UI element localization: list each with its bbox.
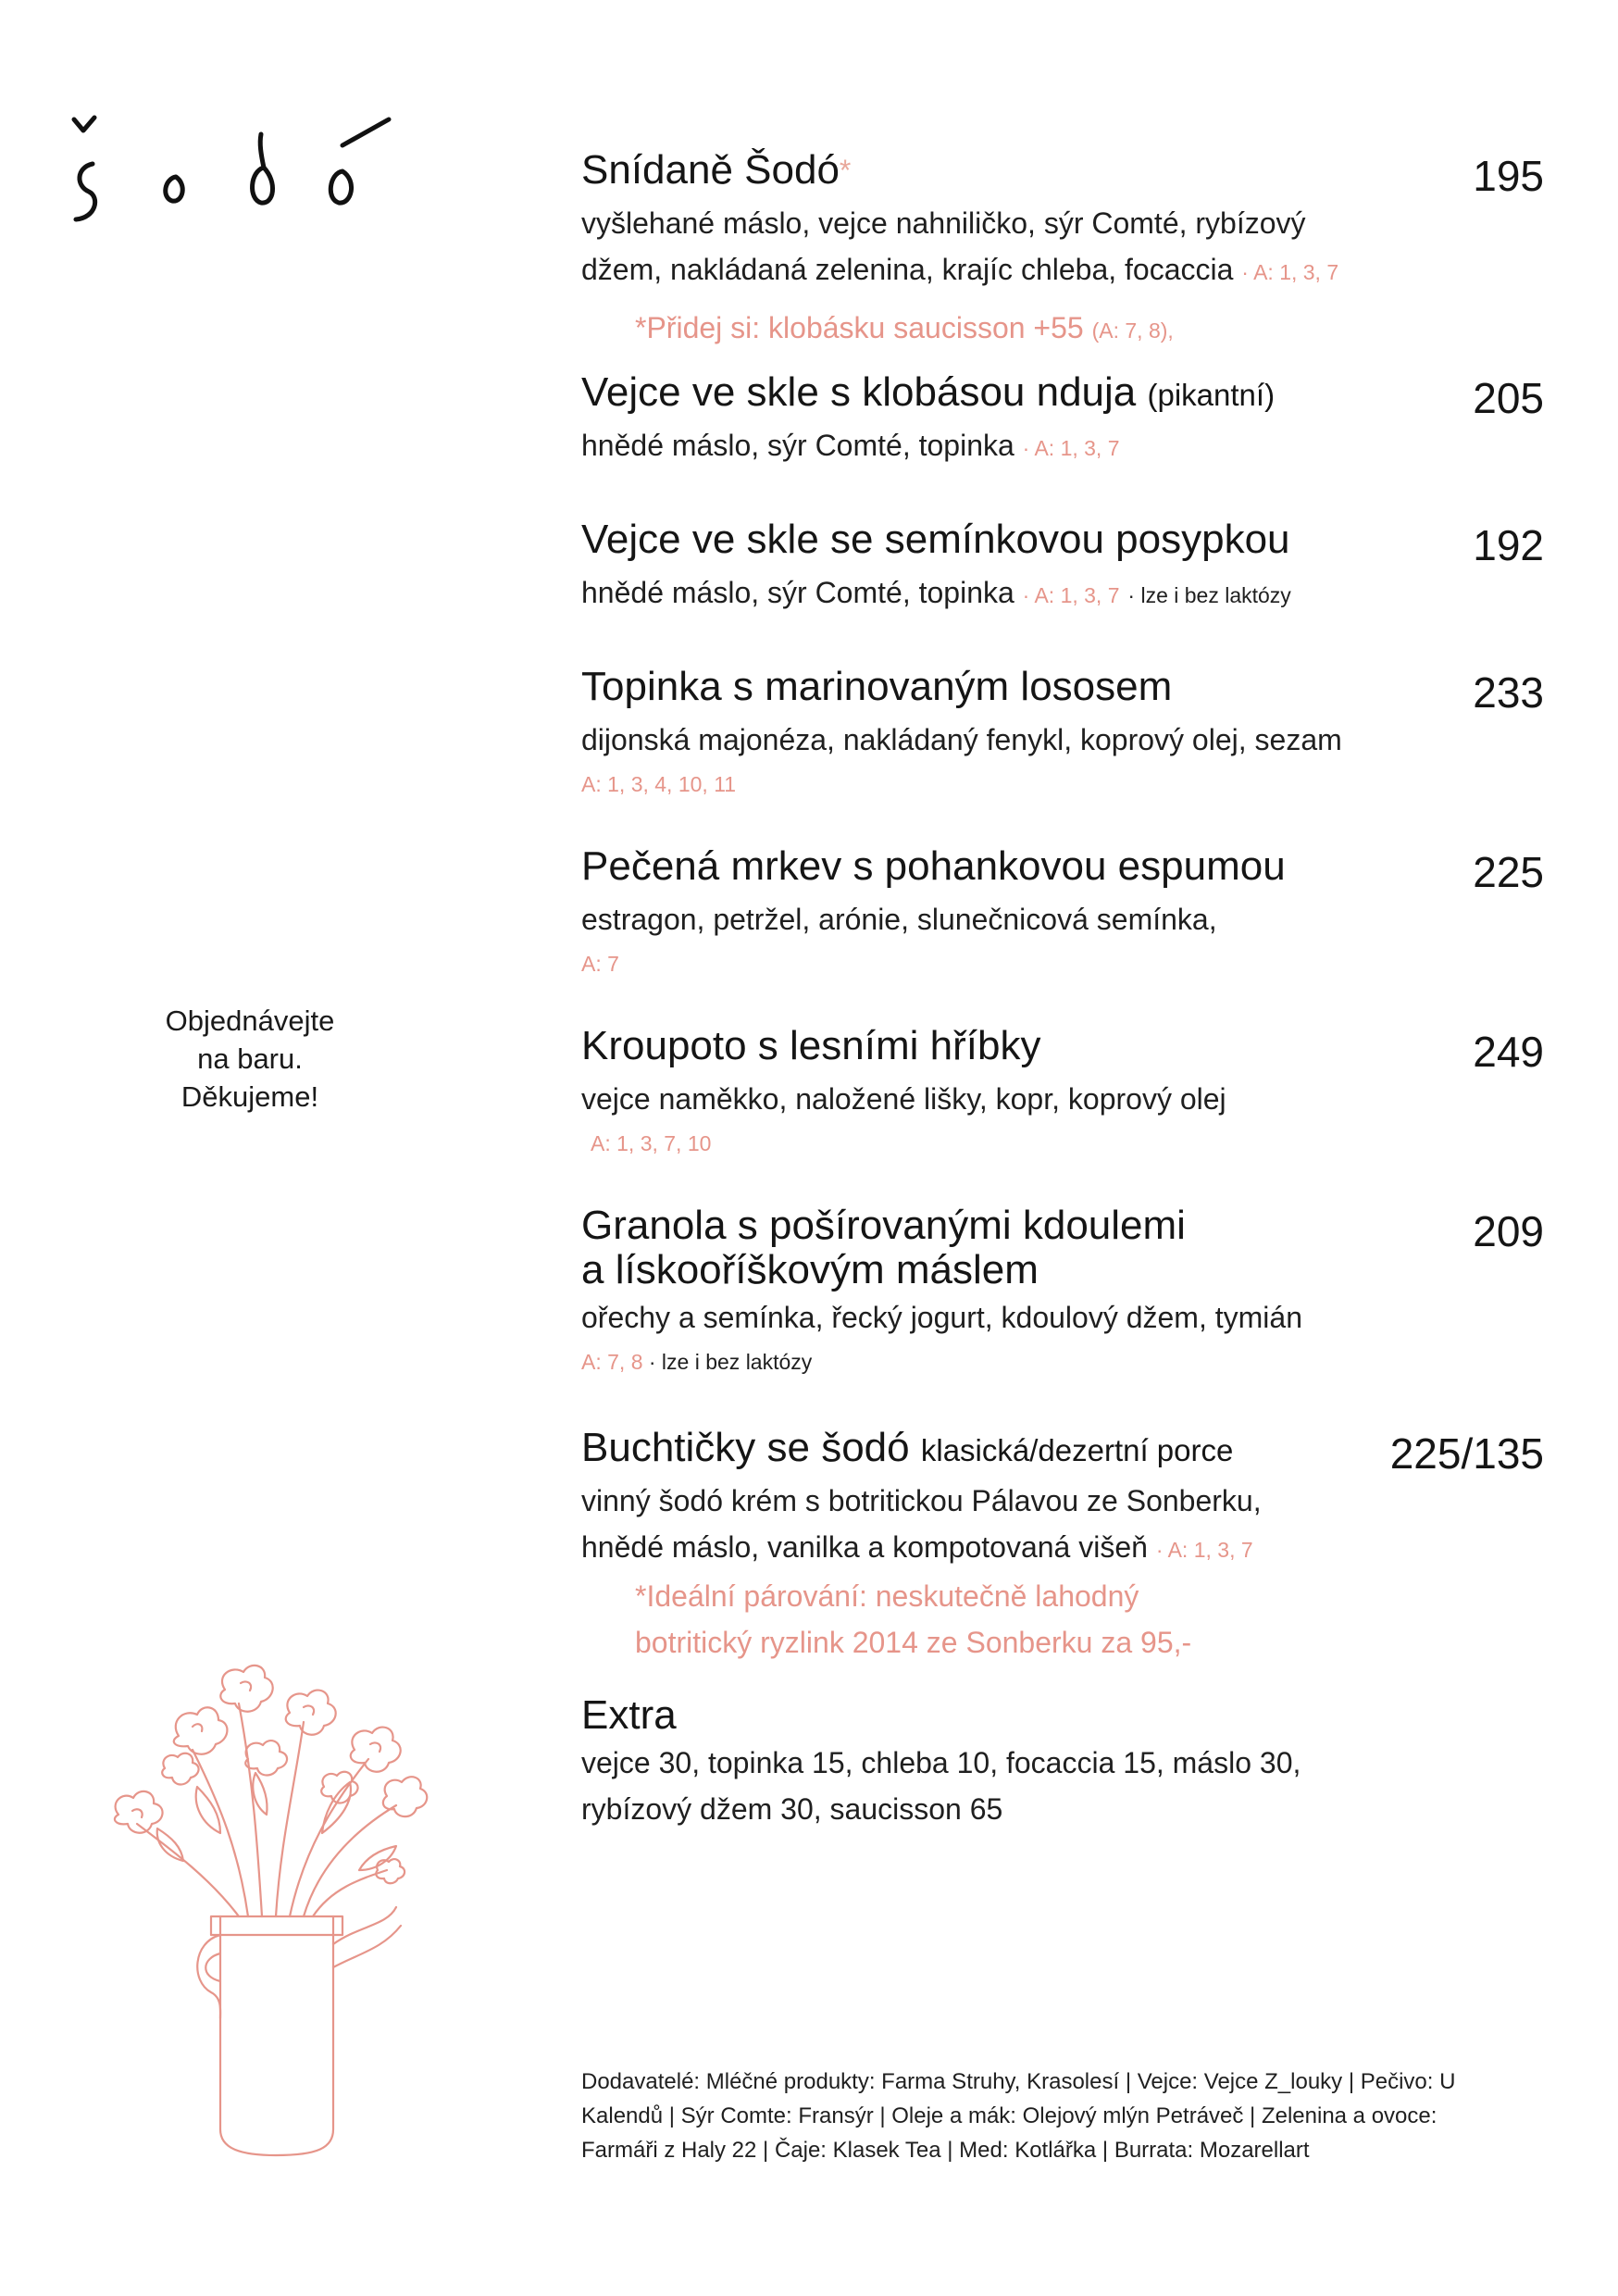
description-text: džem, nakládaná zelenina, krajíc chleba, focaccia: [581, 253, 1234, 286]
sodo-logo: [65, 106, 435, 227]
dish-name: Vejce ve skle s klobásou nduja: [581, 369, 1137, 415]
pairing-line: *Ideální párování: neskutečně lahodný: [635, 1579, 1139, 1613]
allergen-info: · A: 1, 3, 7: [1241, 260, 1339, 284]
menu-item-topinka-losos: [581, 665, 1544, 802]
allergen-row: [581, 1344, 1544, 1379]
menu-item-vejce-seminkova: [581, 518, 1544, 618]
order-note-line: na baru.: [197, 1042, 303, 1075]
dish-description: [581, 569, 1544, 618]
dish-name: Snídaně Šodó: [581, 147, 840, 193]
dish-price: 209: [1473, 1207, 1544, 1255]
pairing-line: botritický ryzlink 2014 ze Sonberku za 95,-: [635, 1626, 1192, 1659]
menu-item-snidane-sodo: [581, 148, 1544, 354]
dish-title-line: Granola s pošírovanými kdoulemi: [581, 1203, 1186, 1248]
suppliers-note: [581, 2065, 1544, 2167]
dish-title: Kroupoto s lesními hříbky: [581, 1023, 1041, 1068]
dish-title: Vejce ve skle se semínkovou posypkou: [581, 517, 1290, 562]
allergen-info: A: 1, 3, 4, 10, 11: [581, 772, 737, 796]
description-text: hnědé máslo, sýr Comté, topinka: [581, 429, 1014, 462]
dish-title: Pečená mrkev s pohankovou espumou: [581, 843, 1286, 889]
description-line: vyšlehané máslo, vejce nahniličko, sýr Comté, rybízový: [581, 206, 1306, 240]
dish-name: Buchtičky se šodó: [581, 1425, 910, 1470]
flower-vase-illustration: [81, 1648, 479, 2166]
dish-description: dijonská majonéza, nakládaný fenykl, koprový olej, sezam: [581, 723, 1342, 756]
dish-description: ořechy a semínka, řecký jogurt, kdoulový džem, tymián: [581, 1301, 1302, 1334]
order-note-line: Děkujeme!: [180, 1080, 319, 1113]
dish-title-line: a lískooříškovým máslem: [581, 1247, 1039, 1292]
description-text: hnědé máslo, vanilka a kompotovaná višeň: [581, 1530, 1148, 1564]
dish-description: [581, 200, 1544, 295]
extra-line: rybízový džem 30, saucisson 65: [581, 1792, 1003, 1826]
description-text: hnědé máslo, sýr Comté, topinka: [581, 576, 1014, 609]
suppliers-line: Farmáři z Haly 22 | Čaje: Klasek Tea | Med: Kotlářka | Burrata: Mozarellart: [581, 2138, 1310, 2163]
dish-tag: klasická/dezertní porce: [920, 1433, 1234, 1467]
dish-description: estragon, petržel, arónie, slunečnicová semínka,: [581, 903, 1217, 936]
menu-item-granola: [581, 1204, 1544, 1379]
add-on-allergen: (A: 7, 8),: [1091, 318, 1174, 343]
extra-list: [581, 1740, 1544, 1832]
menu-list: [581, 148, 1544, 1832]
menu-item-buchticky: [581, 1426, 1544, 1666]
menu-item-kroupoto: [581, 1024, 1544, 1161]
extra-line: vejce 30, topinka 15, chleba 10, focaccia 15, máslo 30,: [581, 1746, 1301, 1779]
suppliers-line: Kalendů | Sýr Comte: Fransýr | Oleje a mák: Olejový mlýn Petráveč | Zelenina a ovoce:: [581, 2103, 1438, 2128]
dish-title: [581, 1204, 1186, 1292]
allergen-info: · A: 1, 3, 7: [1155, 1538, 1253, 1562]
dish-description: vejce naměkko, naložené lišky, kopr, koprový olej: [581, 1082, 1226, 1116]
lactose-free-note: · lze i bez laktózy: [648, 1350, 813, 1374]
allergen-info: A: 1, 3, 7, 10: [591, 1131, 712, 1155]
dish-title: [581, 370, 1275, 418]
menu-item-extra: [581, 1693, 1544, 1832]
dish-tag: (pikantní): [1147, 378, 1276, 412]
allergen-info: · A: 1, 3, 7: [1022, 583, 1120, 607]
star-mark: *: [839, 154, 852, 187]
dish-price: 225: [1473, 848, 1544, 896]
dish-title: [581, 148, 851, 193]
description-line: [581, 1524, 1544, 1573]
lactose-free-note: · lze i bez laktózy: [1127, 583, 1291, 607]
add-on-note: [581, 305, 1544, 354]
dish-title: Topinka s marinovaným lososem: [581, 664, 1173, 709]
order-at-bar-note: [111, 1002, 389, 1116]
section-title: Extra: [581, 1692, 677, 1738]
add-on-text: *Přidej si: klobásku saucisson +55: [635, 311, 1084, 344]
order-note-line: Objednávejte: [165, 1004, 335, 1037]
dish-description: [581, 422, 1544, 471]
dish-price: 205: [1473, 374, 1544, 422]
dish-price: 233: [1473, 668, 1544, 717]
pairing-note: [581, 1573, 1544, 1666]
description-line: [581, 246, 1544, 295]
allergen-info: · A: 1, 3, 7: [1022, 436, 1120, 460]
allergen-info: A: 7, 8: [581, 1350, 643, 1374]
allergen-info: A: 7: [581, 952, 619, 976]
dish-title: [581, 1426, 1233, 1473]
menu-item-vejce-nduja: [581, 370, 1544, 471]
dish-price: 192: [1473, 521, 1544, 569]
dish-price: 195: [1473, 152, 1544, 200]
dish-price: 249: [1473, 1028, 1544, 1076]
description-line: vinný šodó krém s botritickou Pálavou ze Sonberku,: [581, 1484, 1262, 1517]
menu-item-pecena-mrkev: [581, 844, 1544, 981]
dish-description: [581, 1478, 1544, 1573]
dish-price: 225/135: [1389, 1429, 1544, 1478]
suppliers-line: Dodavatelé: Mléčné produkty: Farma Struhy, Krasolesí | Vejce: Vejce Z_louky | Pečivo: U: [581, 2069, 1456, 2094]
